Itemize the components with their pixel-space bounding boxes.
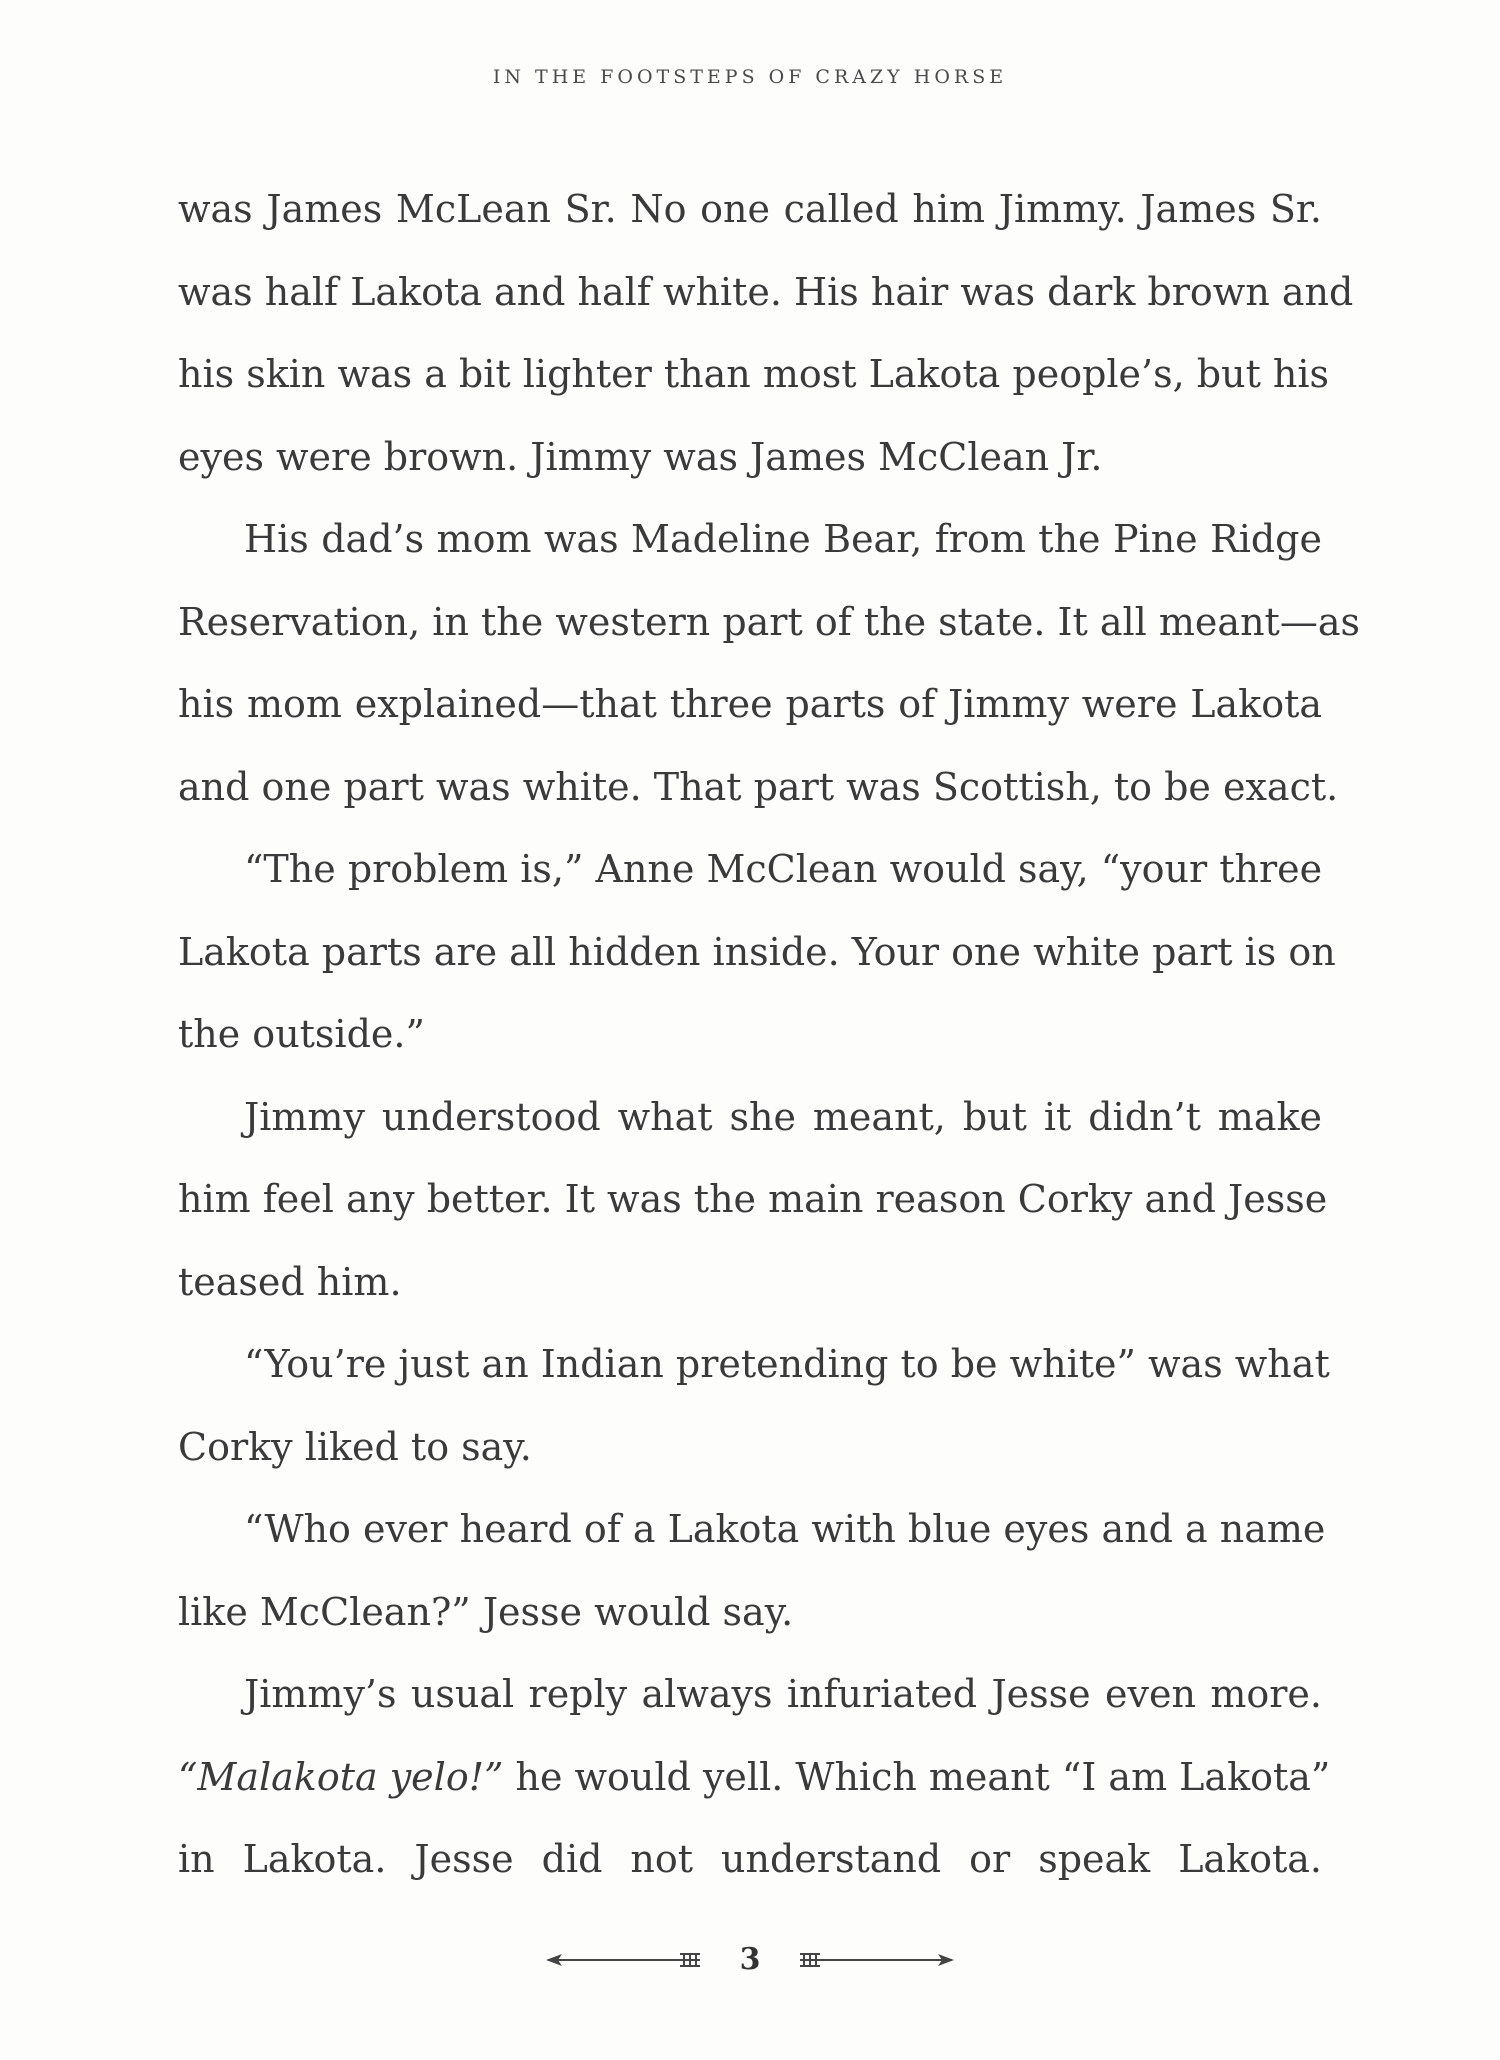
text-line: Jimmy understood what she meant, but it didn’t make bbox=[244, 1094, 1322, 1139]
text-line: Jimmy’s usual reply always infuriated Jesse even more. bbox=[244, 1672, 1322, 1716]
text-line: like McClean?” Jesse would say. bbox=[178, 1589, 794, 1634]
text-line: teased him. bbox=[178, 1259, 402, 1304]
text-line: His dad’s mom was Madeline Bear, from the Pine Ridge bbox=[244, 517, 1322, 561]
text-line: “The problem is,” Anne McClean would say, “your three bbox=[244, 847, 1323, 891]
text-line: Corky liked to say. bbox=[178, 1424, 532, 1469]
text-line: “You’re just an Indian pretending to be white” was what bbox=[244, 1342, 1330, 1386]
page-footer bbox=[0, 1940, 1500, 1980]
text-line: his mom explained—that three parts of Jimmy were Lakota bbox=[178, 682, 1322, 726]
page-number: 3 bbox=[739, 1942, 761, 1977]
text-line: was James McLean Sr. No one called him Jimmy. James Sr. bbox=[178, 187, 1322, 231]
text-line: eyes were brown. Jimmy was James McClean Jr. bbox=[178, 434, 1103, 479]
body-text bbox=[178, 168, 1360, 1901]
text-line bbox=[178, 1736, 1331, 1819]
text-line: his skin was a bit lighter than most Lakota people’s, but his bbox=[178, 352, 1330, 396]
text-line: him feel any better. It was the main reason Corky and Jesse bbox=[178, 1177, 1328, 1221]
text-line: “Who ever heard of a Lakota with blue eyes and a name bbox=[244, 1507, 1326, 1551]
running-header: IN THE FOOTSTEPS OF CRAZY HORSE bbox=[492, 66, 1008, 88]
line-remainder: he would yell. Which meant “I am Lakota” bbox=[503, 1754, 1331, 1799]
text-line: Reservation, in the western part of the state. It all meant—as bbox=[178, 599, 1360, 644]
text-line: in Lakota. Jesse did not understand or speak Lakota. bbox=[178, 1837, 1322, 1881]
text-line: Lakota parts are all hidden inside. Your one white part is on bbox=[178, 929, 1336, 974]
text-line: the outside.” bbox=[178, 1012, 425, 1056]
italic-phrase: “Malakota yelo!” bbox=[178, 1754, 504, 1799]
text-line: and one part was white. That part was Scottish, to be exact. bbox=[178, 764, 1339, 809]
text-line: was half Lakota and half white. His hair was dark brown and bbox=[178, 269, 1354, 314]
